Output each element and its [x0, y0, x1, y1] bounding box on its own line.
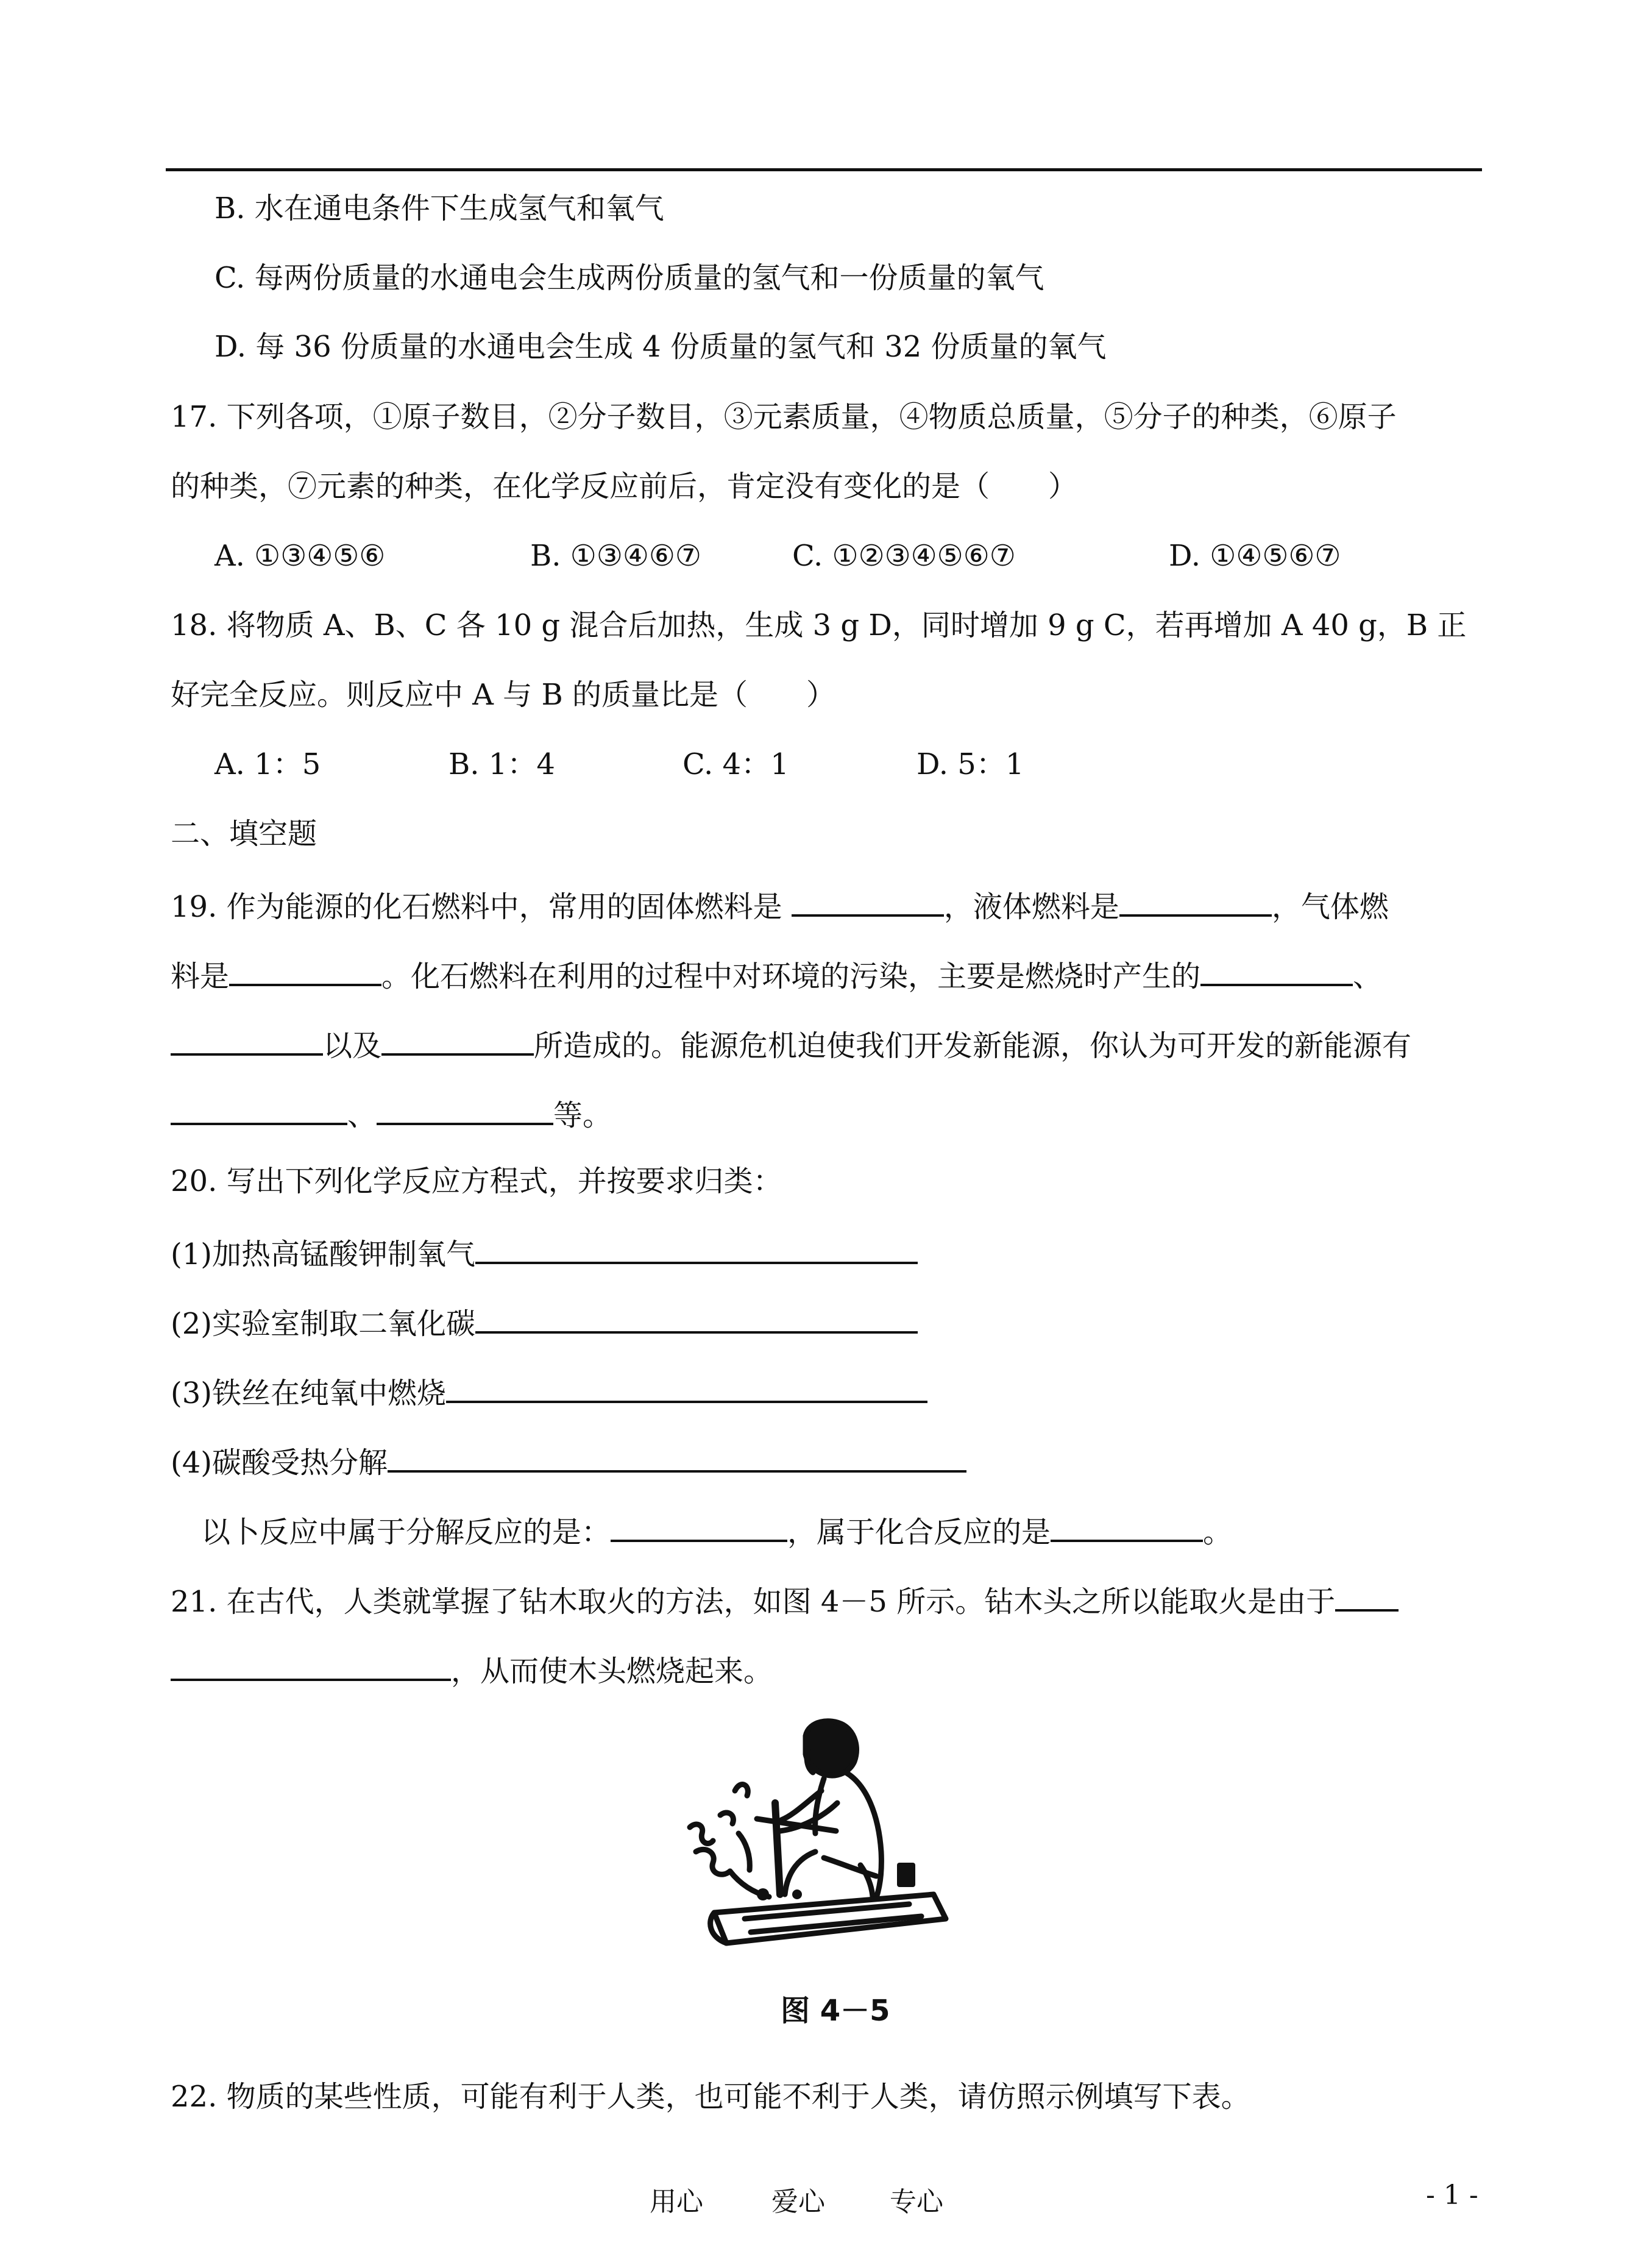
q20-item-2-blank[interactable]: [475, 1302, 918, 1334]
q20-item-3-label: (3)铁丝在纯氧中燃烧: [171, 1376, 446, 1410]
q20-item-2: [171, 1302, 918, 1342]
q17-option-a: A. ①③④⑤⑥: [214, 539, 386, 573]
q17-option-d: D. ①④⑤⑥⑦: [1169, 539, 1341, 573]
q18-stem-line2: 好完全反应。则反应中 A 与 B 的质量比是（ ）: [171, 678, 835, 712]
q18-option-c: C. 4：1: [682, 747, 789, 781]
q19-line4: [171, 1093, 612, 1134]
q20-summary-text-3: 。: [1203, 1515, 1233, 1549]
q22-stem: 22. 物质的某些性质，可能有利于人类，也可能不利于人类，请仿照示例填写下表。: [171, 2080, 1250, 2114]
q19-text-8: 所造成的。能源危机迫使我们开发新能源，你认为可开发的新能源有: [534, 1029, 1412, 1063]
q20-item-3-blank[interactable]: [446, 1371, 927, 1403]
q19-line2: [171, 954, 1382, 995]
q18-option-b: B. 1：4: [448, 747, 555, 781]
q16-option-c: C. 每两份质量的水通电会生成两份质量的氢气和一份质量的氧气: [214, 261, 1044, 295]
q19-text-5: 。化石燃料在利用的过程中对环境的污染，主要是燃烧时产生的: [381, 959, 1201, 994]
q20-item-1-label: (1)加热高锰酸钾制氧气: [171, 1237, 475, 1271]
q19-text-9: 、: [347, 1098, 377, 1132]
q20-title: 20. 写出下列化学反应方程式，并按要求归类：: [171, 1164, 782, 1198]
q20-item-3: [171, 1371, 927, 1412]
q19-line1: [171, 885, 1389, 925]
q20-item-4: [171, 1441, 966, 1481]
q20-blank-combination[interactable]: [1051, 1510, 1203, 1542]
footer-middle: 爱心: [771, 2186, 825, 2217]
q19-blank-pollutant-1[interactable]: [1200, 954, 1353, 986]
q19-blank-liquid-fuel[interactable]: [1119, 885, 1272, 917]
q20-item-2-label: (2)实验室制取二氧化碳: [171, 1307, 475, 1341]
q20-summary-text-1: 以卜反应中属于分解反应的是：: [201, 1515, 611, 1549]
q18-option-d: D. 5：1: [916, 747, 1024, 781]
q21-stem: 21. 在古代，人类就掌握了钻木取火的方法，如图 4－5 所示。钻木头之所以能取火是由于: [171, 1585, 1336, 1619]
q18-option-a: A. 1：5: [214, 747, 321, 781]
q17-stem-line1: 17. 下列各项，①原子数目，②分子数目，③元素质量，④物质总质量，⑤分子的种类，⑥原子: [171, 400, 1397, 434]
q19-blank-new-energy-2[interactable]: [377, 1093, 553, 1125]
q20-item-4-blank[interactable]: [388, 1441, 966, 1473]
q17-option-c: C. ①②③④⑤⑥⑦: [792, 539, 1016, 573]
q20-item-4-label: (4)碳酸受热分解: [171, 1446, 388, 1480]
figure-caption: 图 4－5: [781, 1994, 890, 2028]
q19-text-4: 料是: [171, 959, 230, 994]
q19-text-6: 、: [1353, 959, 1383, 994]
q19-blank-new-energy-1[interactable]: [171, 1093, 347, 1125]
section-heading: 二、填空题: [171, 817, 317, 851]
q21-tail: ，从而使木头燃烧起来。: [451, 1654, 773, 1688]
q19-text-1: 19. 作为能源的化石燃料中，常用的固体燃料是: [171, 890, 792, 924]
q20-summary-text-2: ，属于化合反应的是: [787, 1515, 1051, 1549]
q20-item-1: [171, 1232, 918, 1273]
q19-blank-pollutant-2[interactable]: [171, 1024, 323, 1056]
q19-text-3: ，气体燃: [1271, 890, 1389, 924]
q21-blank-part1[interactable]: [1335, 1580, 1399, 1612]
q16-option-d: D. 每 36 份质量的水通电会生成 4 份质量的氢气和 32 份质量的氧气: [214, 330, 1107, 364]
footer-left: 用心: [650, 2186, 703, 2217]
q17-option-b: B. ①③④⑥⑦: [530, 539, 701, 573]
header-rule: [166, 168, 1482, 171]
q17-stem-line2: 的种类，⑦元素的种类，在化学反应前后，肯定没有变化的是（ ）: [171, 469, 1078, 503]
q21-line1: [171, 1580, 1399, 1620]
q19-text-2: ，液体燃料是: [943, 890, 1119, 924]
q16-option-b: B. 水在通电条件下生成氢气和氧气: [214, 191, 664, 226]
q19-text-10: 等。: [553, 1098, 612, 1132]
q20-summary: [201, 1510, 1232, 1551]
fire-drill-illustration: [678, 1712, 964, 1968]
footer-right: 专心: [890, 2186, 943, 2217]
page-number: - 1 -: [1426, 2180, 1478, 2211]
q19-line3: [171, 1024, 1411, 1064]
q19-blank-pollutant-3[interactable]: [381, 1024, 534, 1056]
q20-item-1-blank[interactable]: [475, 1232, 918, 1264]
q19-blank-gas-fuel[interactable]: [229, 954, 381, 986]
q21-line2: [171, 1649, 773, 1690]
q19-text-7: 以及: [323, 1029, 382, 1063]
q21-blank-part2[interactable]: [171, 1649, 451, 1681]
q18-stem-line1: 18. 将物质 A、B、C 各 10 g 混合后加热，生成 3 g D，同时增加 9 g C，若再增加 A 40 g，B 正: [171, 608, 1467, 642]
q19-blank-solid-fuel[interactable]: [792, 885, 944, 917]
q20-blank-decomposition[interactable]: [611, 1510, 787, 1542]
